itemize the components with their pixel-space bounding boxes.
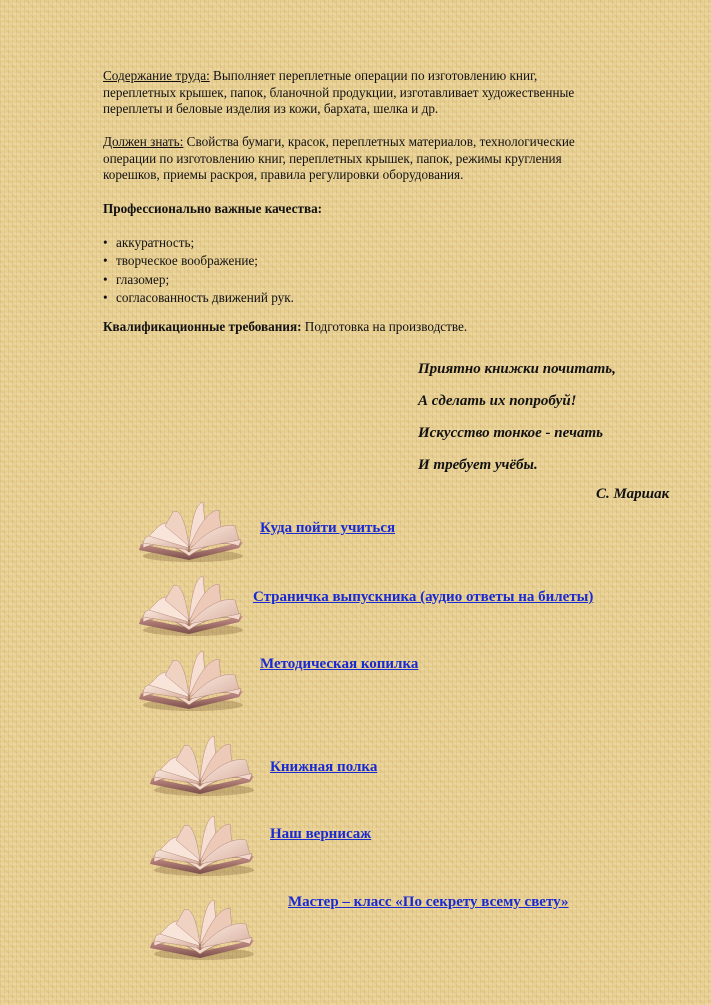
poem-line-4: И требует учёбы. [418,457,538,473]
work-text-line3: переплеты и беловые изделия из кожи, бархата, шелка и др. [103,101,439,116]
work-content [103,68,643,118]
link-master-class[interactable]: Мастер – класс «По секрету всему свету» [288,894,569,910]
link-our-gallery[interactable]: Наш вернисаж [270,826,372,842]
open-book-icon [146,730,258,798]
work-label: Содержание труда: [103,68,210,83]
list-item [103,271,294,289]
link-methodical-collection[interactable]: Методическая копилка [260,656,419,672]
poem-author: С. Маршак [596,486,670,502]
open-book-icon [135,496,247,564]
open-book-icon [146,810,258,878]
poem-line-3: Искусство тонкое - печать [418,425,604,441]
list-item [103,252,294,270]
poem-line-2: А сделать их попробуй! [418,393,577,409]
req-text: Подготовка на производстве. [301,319,468,334]
list-item [103,289,294,307]
open-book-icon [135,570,247,638]
list-item [103,234,294,252]
bullet-icon: • [103,290,108,306]
req-label: Квалификационные требования: [103,319,302,334]
knowledge-content [103,134,643,184]
link-where-to-study[interactable]: Куда пойти учиться [260,520,396,536]
quality-text: глазомер; [116,271,170,287]
open-book-icon [135,645,247,713]
requirements [103,319,643,336]
quality-text: согласованность движений рук. [116,290,294,306]
quality-text: аккуратность; [116,235,195,250]
qualities-heading: Профессионально важные качества: [103,201,323,216]
quality-text: творческое воображение; [116,253,258,269]
open-book-icon [146,894,258,962]
link-graduate-page[interactable]: Страничка выпускника (аудио ответы на билеты) [253,589,594,605]
bullet-icon: • [103,271,108,287]
link-book-shelf[interactable]: Книжная полка [270,759,378,775]
work-text-line2: переплетных крышек, папок, бланочной продукции, изготавливает художественные [103,84,575,100]
bullet-icon: • [103,253,108,269]
know-text-line2: операции по изготовлению книг, переплетных крышек, папок, режимы кругления [103,150,562,166]
know-label: Должен знать: [103,134,184,149]
know-text: Свойства бумаги, красок, переплетных материалов, технологические [183,134,575,149]
poem-line-1: Приятно книжки почитать, [418,361,616,377]
know-text-line3: корешков, приемы раскроя, правила регулировки оборудования. [103,167,464,182]
qualities-list [103,234,294,308]
bullet-icon: • [103,235,108,250]
work-text: Выполняет переплетные операции по изготовлению книг, [209,68,538,83]
